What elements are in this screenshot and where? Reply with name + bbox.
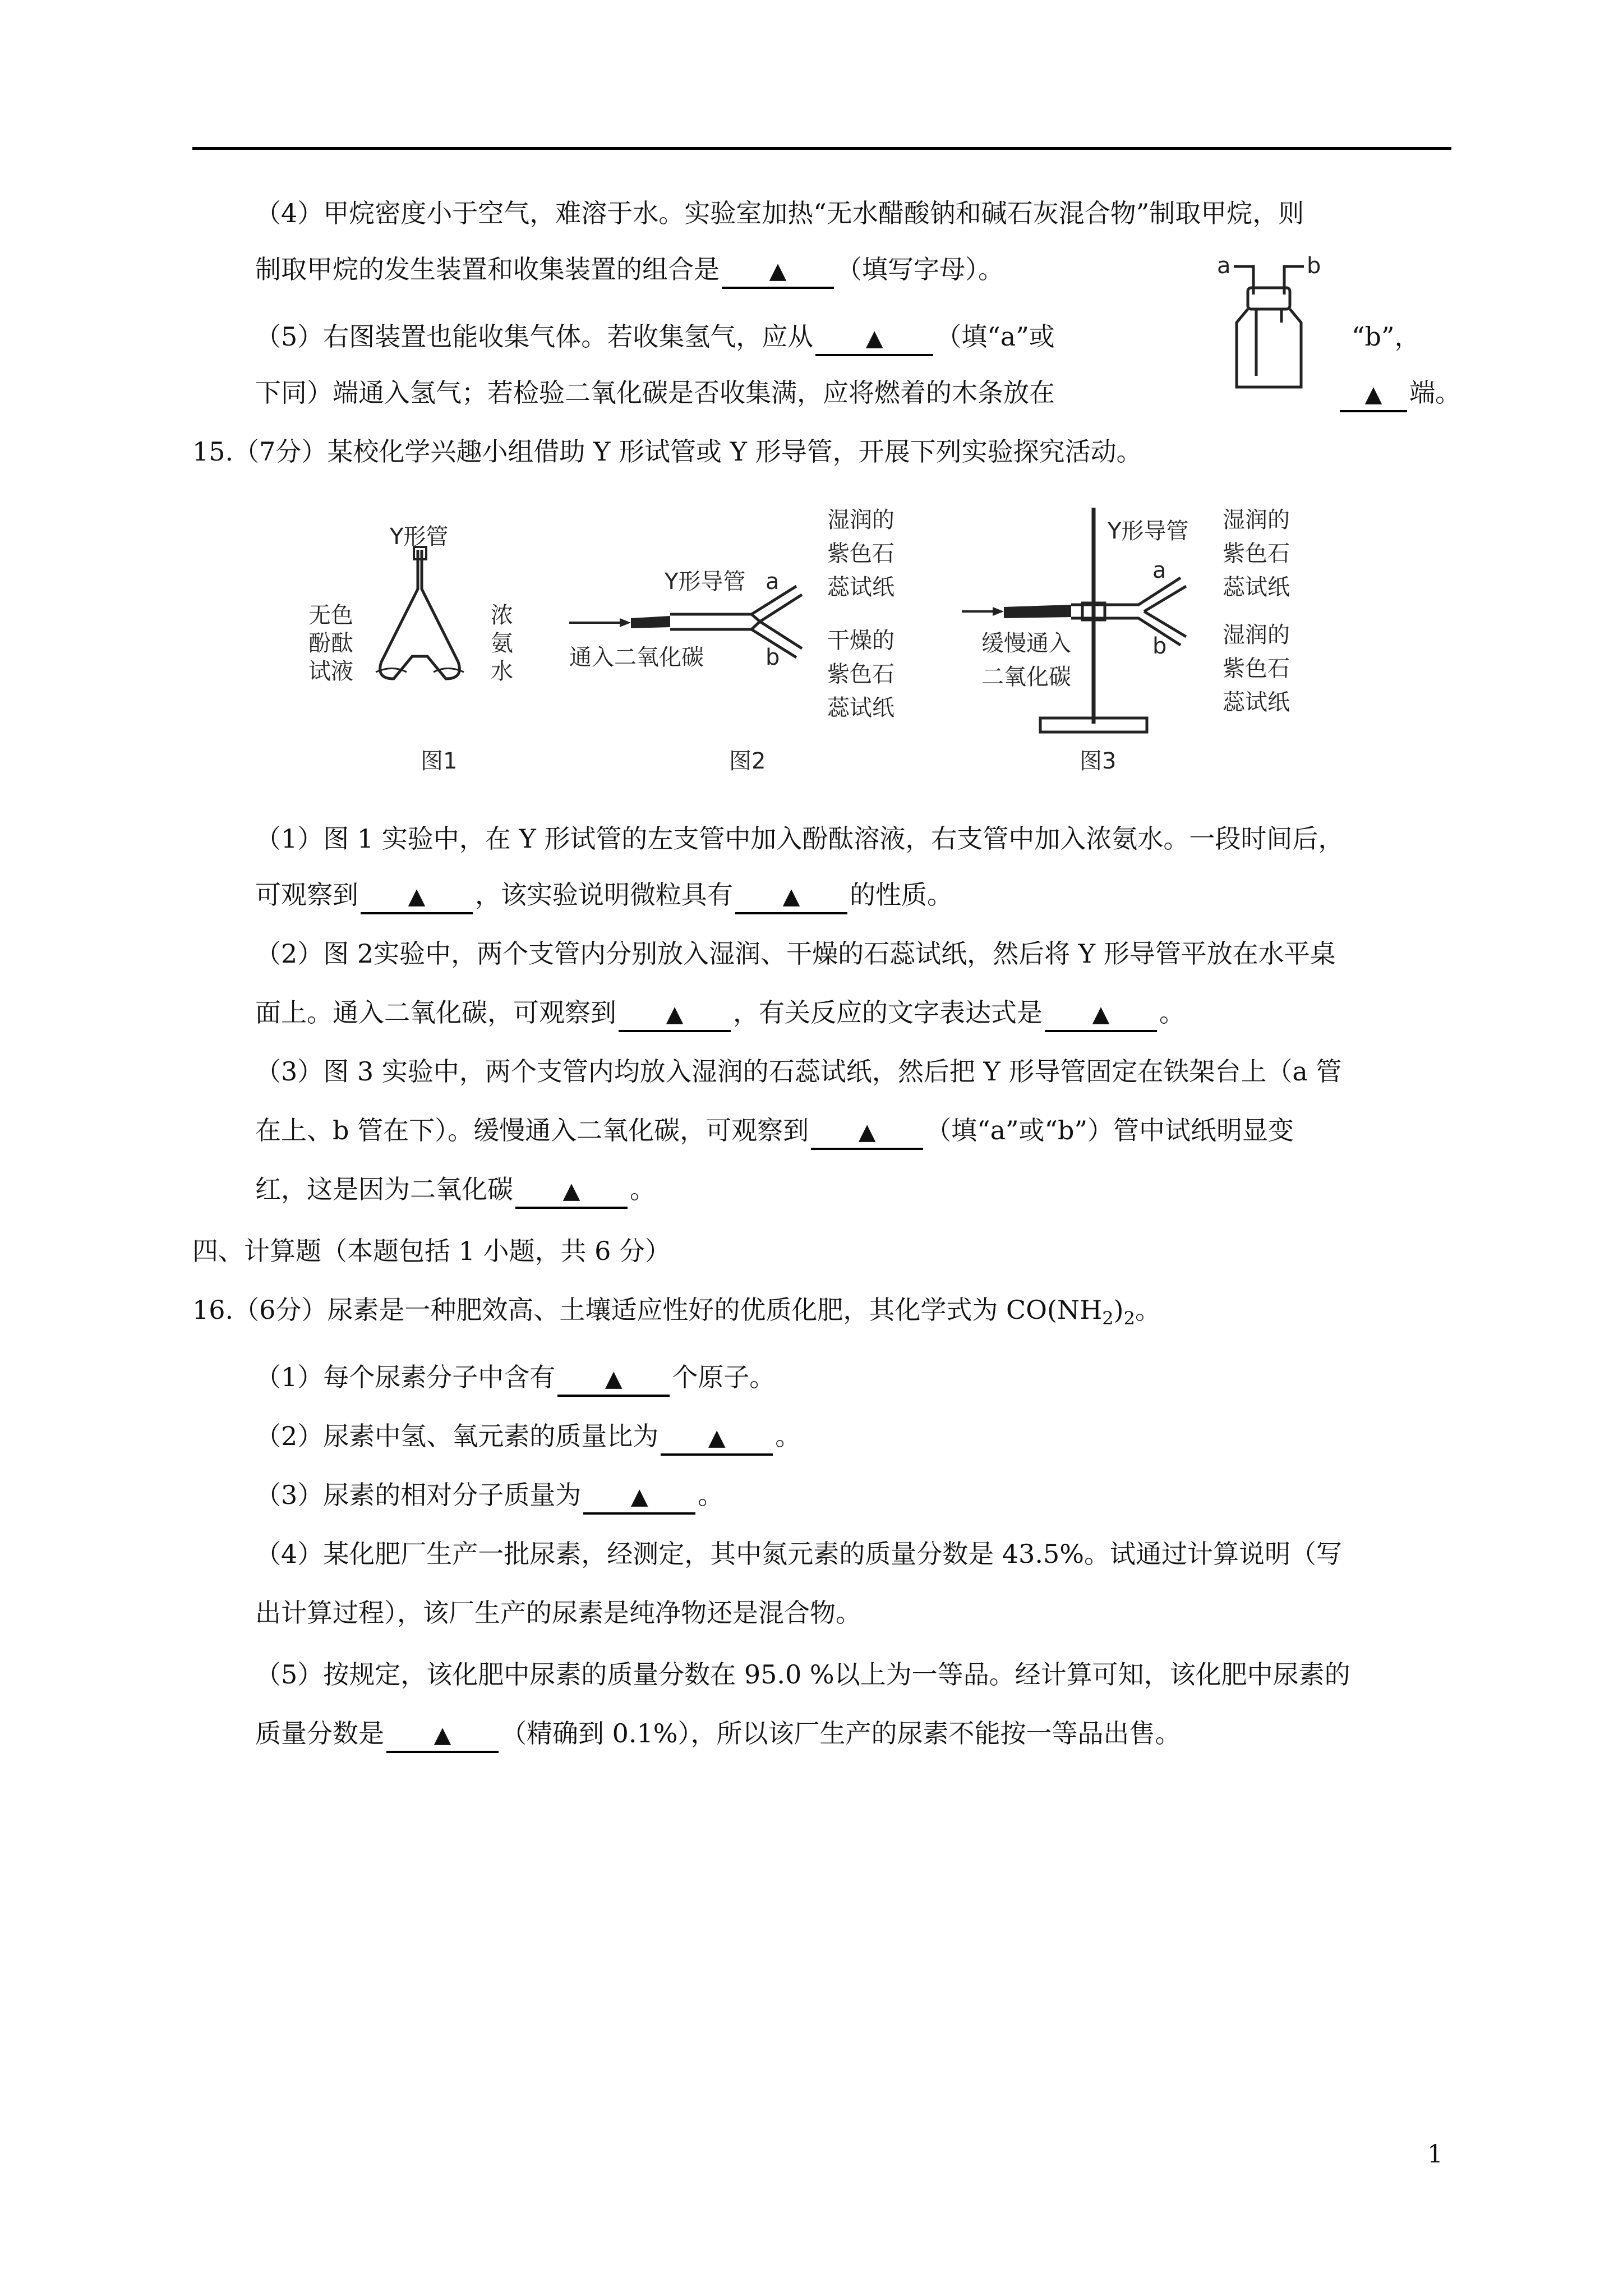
fig1-caption: 图1 bbox=[421, 748, 458, 774]
q16-part1 bbox=[255, 1360, 775, 1397]
q15-part3-line2 bbox=[255, 1114, 1294, 1150]
fig2-top-paper-3: 蕊试纸 bbox=[827, 574, 895, 600]
q16-title bbox=[192, 1293, 1161, 1335]
q16-part2-text-end: 。 bbox=[775, 1421, 801, 1451]
answer-blank[interactable] bbox=[722, 254, 834, 289]
triangle-marker-icon: ▲ bbox=[1364, 381, 1382, 407]
q15-part2-line1: （2）图 2实验中，两个支管内分别放入湿润、干燥的石蕊试纸，然后将 Y 形导管平放在水平桌 bbox=[255, 938, 1336, 969]
q14-part5-line1 bbox=[255, 320, 1055, 356]
q15-title: 15.（7分）某校化学兴趣小组借助 Y 形试管或 Y 形导管，开展下列实验探究活动。 bbox=[192, 436, 1142, 467]
q16-part5-text-end: （精确到 0.1%），所以该厂生产的尿素不能按一等品出售。 bbox=[501, 1718, 1181, 1749]
header-rule bbox=[192, 147, 1451, 150]
q14-part5-text: （5）右图装置也能收集气体。若收集氢气，应从 bbox=[255, 321, 814, 352]
rubber-hose bbox=[631, 616, 670, 628]
q15-part3-text2: 红，这是因为二氧化碳 bbox=[255, 1174, 513, 1204]
triangle-marker-icon: ▲ bbox=[630, 1484, 648, 1510]
triangle-marker-icon: ▲ bbox=[1092, 1001, 1110, 1027]
triangle-marker-icon: ▲ bbox=[666, 1001, 684, 1027]
q16-part5-line2 bbox=[255, 1717, 1181, 1753]
q14-part4-line2 bbox=[255, 252, 1004, 289]
q16-part3 bbox=[255, 1478, 723, 1515]
triangle-marker-icon: ▲ bbox=[408, 884, 426, 909]
answer-blank[interactable] bbox=[661, 1420, 773, 1456]
q16-part4-line1: （4）某化肥厂生产一批尿素，经测定，其中氮元素的质量分数是 43.5%。试通过计算说明（写 bbox=[255, 1539, 1343, 1569]
figure-1 bbox=[297, 494, 550, 785]
fig2-top-paper-1: 湿润的 bbox=[827, 507, 895, 533]
q16-part5-line1: （5）按规定，该化肥中尿素的质量分数在 95.0 %以上为一等品。经计算可知，该化肥中尿素的 bbox=[255, 1659, 1350, 1690]
answer-blank[interactable] bbox=[1340, 377, 1407, 412]
triangle-marker-icon: ▲ bbox=[782, 884, 800, 909]
q15-part1-text-end: 的性质。 bbox=[850, 880, 953, 910]
answer-blank[interactable] bbox=[557, 1361, 670, 1397]
q15-part1-line2 bbox=[255, 878, 953, 914]
q15-part3-text: 在上、b 管在下）。缓慢通入二氧化碳，可观察到 bbox=[255, 1115, 809, 1145]
fig2-label-a: a bbox=[766, 569, 780, 595]
q15-part3-line1: （3）图 3 实验中，两个支管内均放入湿润的石蕊试纸，然后把 Y 形导管固定在铁架台上（a 管 bbox=[255, 1056, 1342, 1087]
fig3-bottom-paper-1: 湿润的 bbox=[1223, 622, 1290, 648]
answer-blank[interactable] bbox=[811, 1115, 923, 1150]
q15-part2-text-end: 。 bbox=[1159, 997, 1185, 1028]
triangle-marker-icon: ▲ bbox=[434, 1722, 451, 1748]
bottle-body bbox=[1237, 309, 1301, 387]
fig2-bottom-paper-3: 蕊试纸 bbox=[827, 695, 895, 721]
q16-part3-text: （3）尿素的相对分子质量为 bbox=[255, 1480, 582, 1510]
figure-2 bbox=[566, 494, 953, 785]
q14-part5-text-end: 端。 bbox=[1409, 378, 1461, 408]
fig3-label-b: b bbox=[1152, 633, 1167, 659]
fig1-right-label-3: 水 bbox=[491, 659, 513, 684]
long-tube bbox=[1234, 266, 1253, 295]
q16-subscript-2: 2 bbox=[1123, 1308, 1135, 1329]
q15-part2-text: 面上。通入二氧化碳，可观察到 bbox=[255, 997, 616, 1028]
answer-blank[interactable] bbox=[361, 879, 473, 914]
fig3-top-paper-3: 蕊试纸 bbox=[1223, 574, 1290, 600]
fig3-label-a: a bbox=[1152, 558, 1166, 583]
q16-part1-text: （1）每个尿素分子中含有 bbox=[255, 1362, 556, 1392]
fig2-y-tube-label: Y形导管 bbox=[665, 569, 746, 595]
triangle-marker-icon: ▲ bbox=[708, 1425, 726, 1451]
fig3-y-tube-label: Y形导管 bbox=[1108, 518, 1189, 544]
q15-part2-line2 bbox=[255, 996, 1185, 1032]
q14-part4-text-end: （填写字母）。 bbox=[836, 254, 1004, 284]
answer-blank[interactable] bbox=[515, 1174, 628, 1209]
q16-title-paren: ) bbox=[1113, 1295, 1124, 1325]
fig2-bottom-paper-1: 干燥的 bbox=[827, 628, 895, 654]
q15-part1-line1: （1）图 1 实验中，在 Y 形试管的左支管中加入酚酞溶液，右支管中加入浓氨水。一段时间后， bbox=[255, 823, 1344, 854]
y-tube-branches bbox=[760, 595, 802, 648]
triangle-marker-icon: ▲ bbox=[605, 1366, 623, 1392]
q14-part5-line1-end: “b”， bbox=[1352, 321, 1421, 352]
y-tube-branches bbox=[1144, 586, 1186, 637]
fig3-bottom-paper-3: 蕊试纸 bbox=[1223, 689, 1290, 715]
fig2-caption: 图2 bbox=[729, 748, 766, 774]
q14-part4-line1: （4）甲烷密度小于空气，难溶于水。实验室加热“无水醋酸钠和碱石灰混合物”制取甲烷，则 bbox=[255, 198, 1304, 228]
q16-title-end: 。 bbox=[1135, 1295, 1161, 1325]
fig3-inlet-label-1: 缓慢通入 bbox=[981, 631, 1071, 656]
fig3-top-paper-2: 紫色石 bbox=[1223, 541, 1290, 567]
fig3-bottom-paper-2: 紫色石 bbox=[1223, 656, 1290, 682]
page-number: 1 bbox=[1427, 2140, 1443, 2169]
fig1-left-label-3: 试液 bbox=[308, 659, 353, 684]
gas-bottle-figure bbox=[1200, 250, 1335, 395]
answer-blank[interactable] bbox=[619, 997, 731, 1032]
q16-part2 bbox=[255, 1419, 801, 1456]
fig1-right-label-1: 浓 bbox=[491, 602, 513, 628]
q15-part3-text-end: 。 bbox=[630, 1174, 656, 1204]
answer-blank[interactable] bbox=[583, 1479, 695, 1515]
fig2-inlet-label: 通入二氧化碳 bbox=[569, 645, 704, 670]
bottle-label-a: a bbox=[1217, 253, 1231, 279]
q15-part1-text-mid: ，该实验说明微粒具有 bbox=[475, 880, 733, 910]
answer-blank[interactable] bbox=[386, 1718, 499, 1753]
fig3-inlet-label-2: 二氧化碳 bbox=[981, 664, 1071, 690]
triangle-marker-icon: ▲ bbox=[562, 1178, 580, 1204]
answer-blank[interactable] bbox=[815, 321, 933, 356]
fig1-left-label-2: 酚酞 bbox=[308, 631, 353, 656]
answer-blank[interactable] bbox=[735, 879, 847, 914]
fig1-right-label-2: 氨 bbox=[491, 631, 513, 656]
fig2-bottom-paper-2: 紫色石 bbox=[827, 661, 895, 687]
answer-blank[interactable] bbox=[1045, 997, 1157, 1032]
rubber-hose bbox=[1004, 605, 1071, 618]
arrow-head-icon bbox=[993, 607, 1004, 616]
q16-part3-text-end: 。 bbox=[698, 1480, 724, 1510]
q15-part3-text-mid: （填“a”或“b”）管中试纸明显变 bbox=[925, 1115, 1294, 1145]
q15-part2-text-mid: ，有关反应的文字表达式是 bbox=[733, 997, 1043, 1028]
arrow-head-icon bbox=[620, 618, 631, 627]
q16-subscript: 2 bbox=[1102, 1308, 1114, 1329]
section-4-heading: 四、计算题（本题包括 1 小题，共 6 分） bbox=[192, 1236, 671, 1266]
y-test-tube bbox=[380, 550, 460, 679]
q15-part1-text: 可观察到 bbox=[255, 880, 358, 910]
bottle-label-b: b bbox=[1307, 253, 1321, 279]
q16-part2-text: （2）尿素中氢、氧元素的质量比为 bbox=[255, 1421, 659, 1451]
triangle-marker-icon: ▲ bbox=[865, 325, 883, 351]
q16-part5-text: 质量分数是 bbox=[255, 1718, 384, 1749]
fig3-top-paper-1: 湿润的 bbox=[1223, 507, 1290, 533]
q14-part5-line2-end bbox=[1338, 376, 1461, 412]
fig1-y-tube-label: Y形管 bbox=[390, 524, 449, 550]
q14-part5-text-mid: （填“a”或 bbox=[935, 321, 1055, 352]
q14-part4-text: 制取甲烷的发生装置和收集装置的组合是 bbox=[255, 254, 720, 284]
triangle-marker-icon: ▲ bbox=[769, 258, 787, 284]
q16-title-text: 16.（6分）尿素是一种肥效高、土壤适应性好的优质化肥，其化学式为 CO(NH bbox=[192, 1295, 1103, 1325]
q14-part5-line2: 下同）端通入氢气；若检验二氧化碳是否收集满，应将燃着的木条放在 bbox=[255, 378, 1055, 408]
q16-part1-text-end: 个原子。 bbox=[672, 1362, 776, 1392]
fig2-label-b: b bbox=[766, 645, 780, 670]
figure-3 bbox=[959, 494, 1335, 785]
short-tube bbox=[1284, 266, 1304, 295]
triangle-marker-icon: ▲ bbox=[858, 1119, 876, 1145]
q15-part3-line3 bbox=[255, 1172, 656, 1209]
fig3-caption: 图3 bbox=[1080, 748, 1117, 774]
fig1-left-label-1: 无色 bbox=[308, 602, 353, 628]
fig2-top-paper-2: 紫色石 bbox=[827, 541, 895, 567]
q16-part4-line2: 出计算过程），该厂生产的尿素是纯净物还是混合物。 bbox=[255, 1598, 861, 1628]
